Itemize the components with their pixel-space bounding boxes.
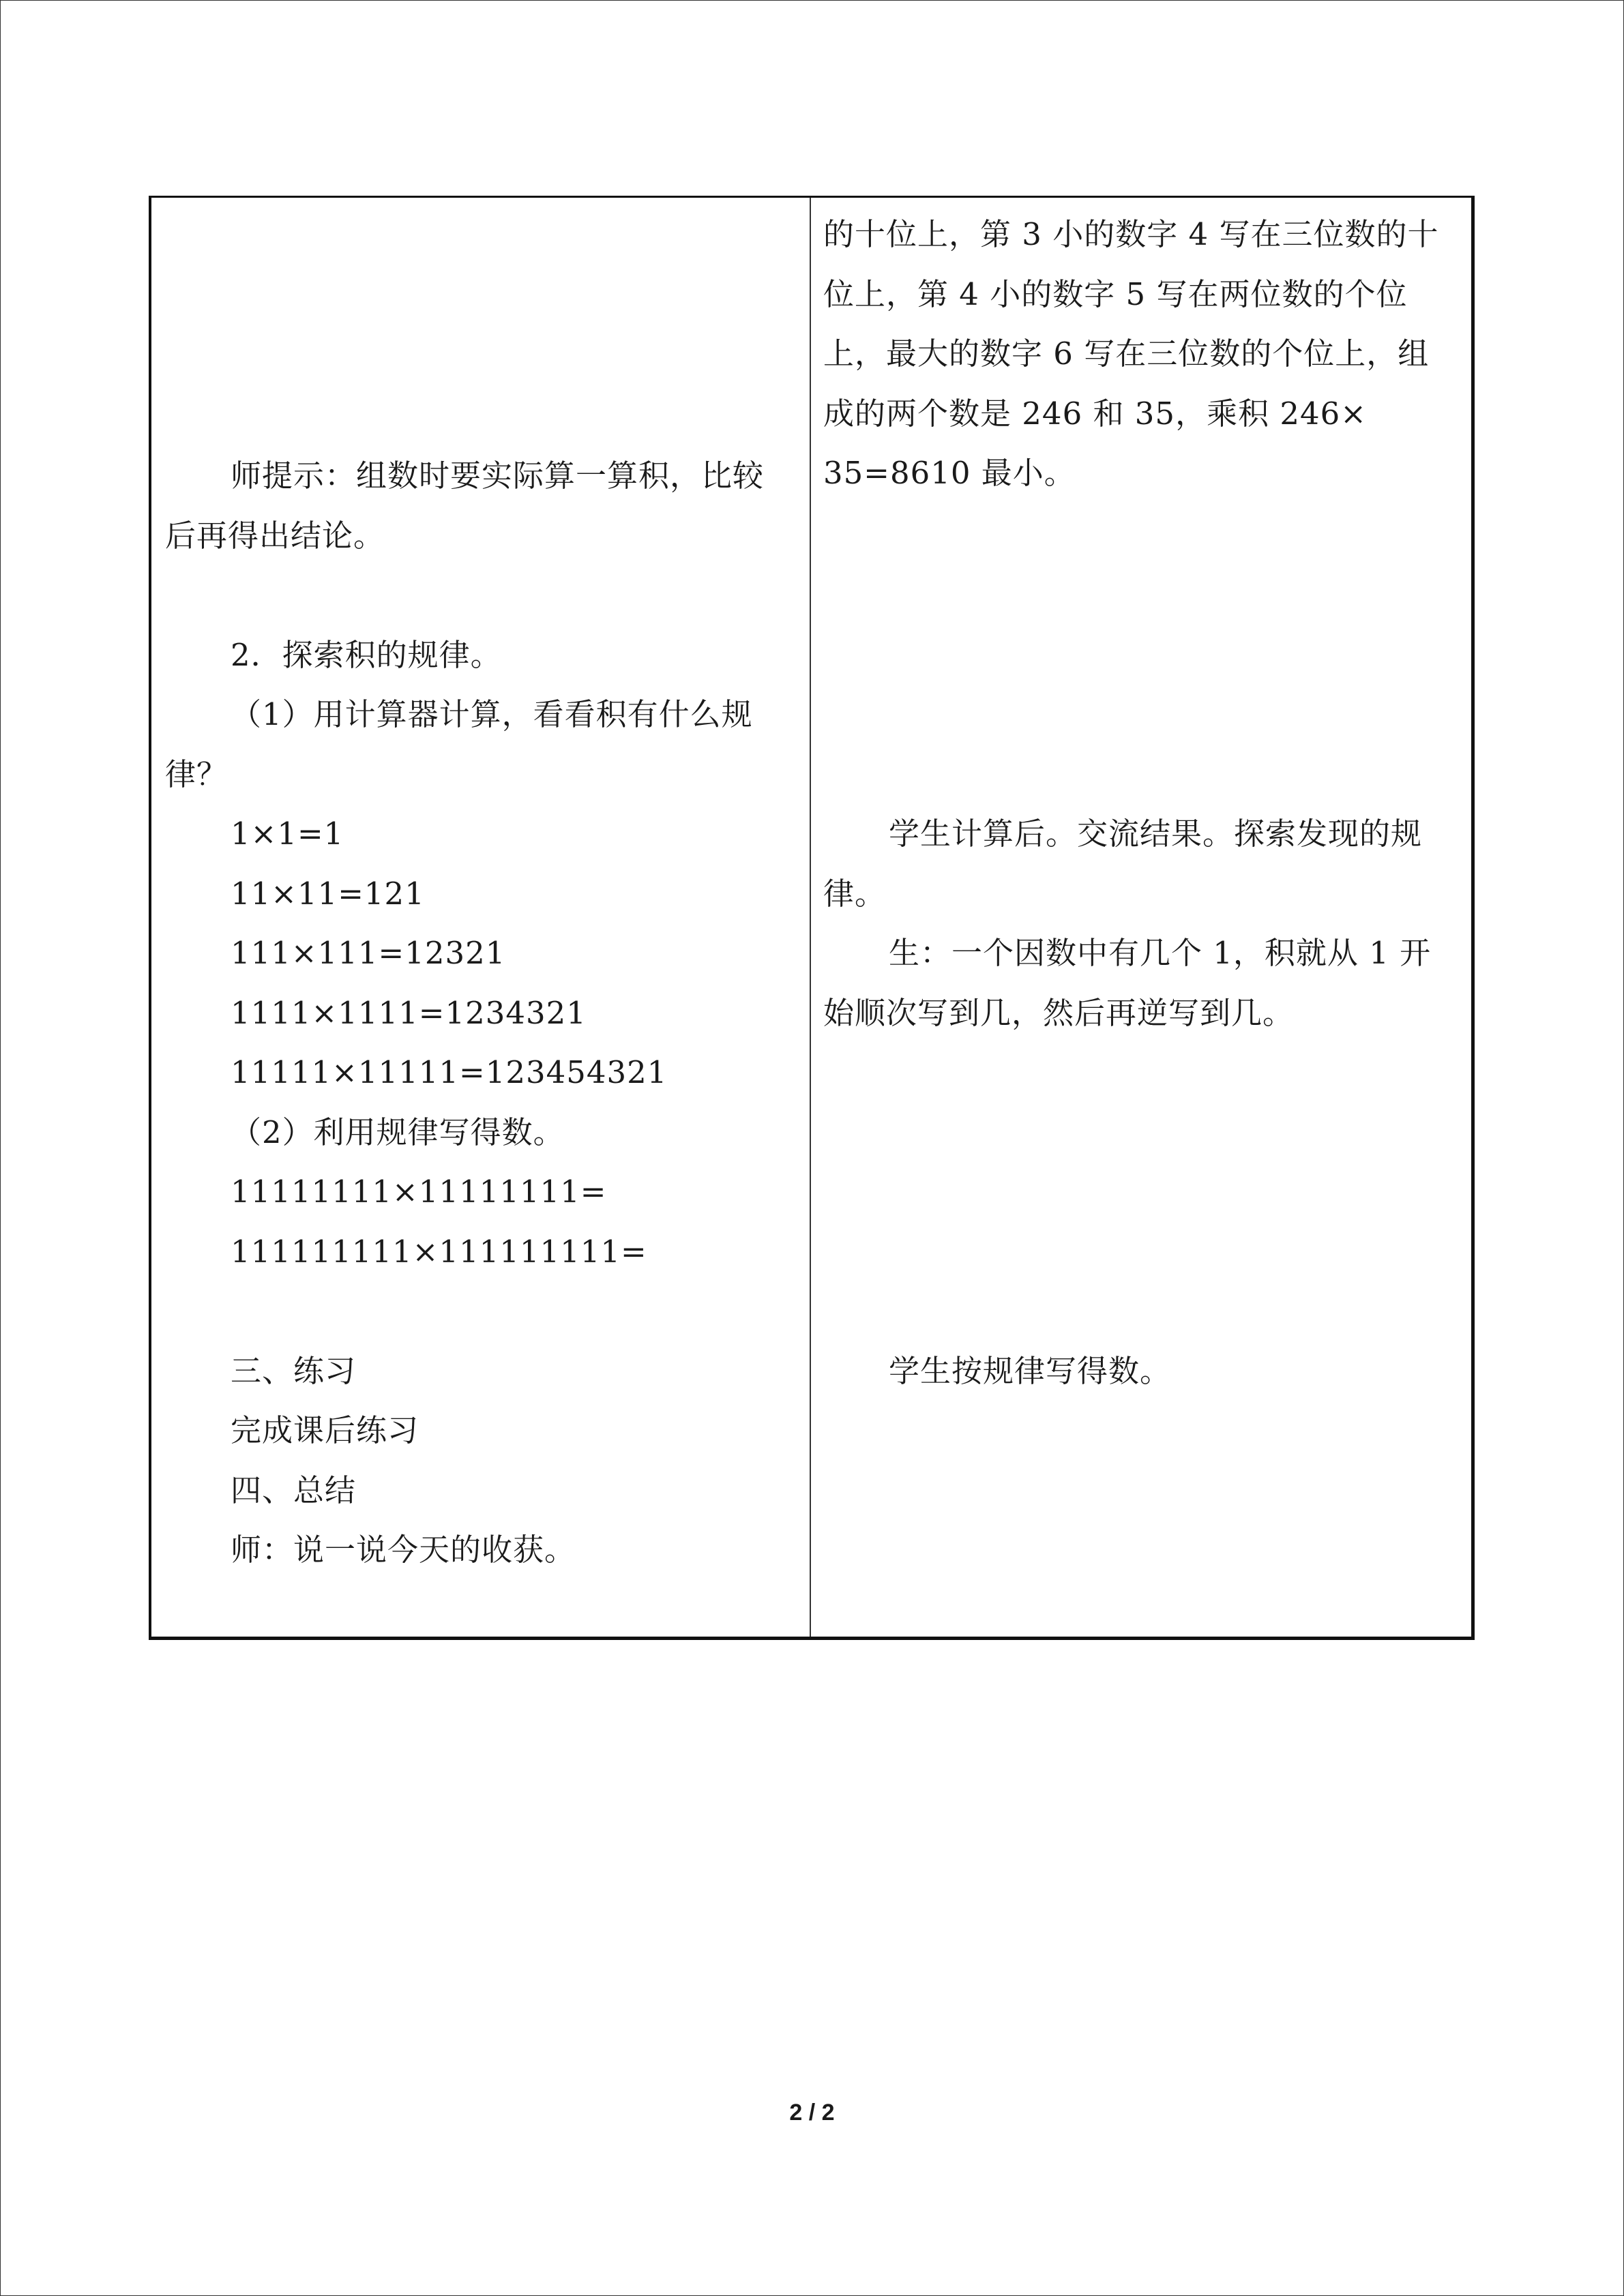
text-line: 始顺次写到几，然后再逆写到几。: [823, 995, 1295, 1031]
lesson-table: [149, 196, 1475, 1640]
page-number: 2 / 2: [789, 2100, 835, 2126]
formula-line: 111×111=12321: [231, 935, 506, 971]
section-heading: 四、总结: [231, 1472, 357, 1508]
text-line: 律？: [165, 756, 228, 792]
text-line: 师：说一说今天的收获。: [231, 1532, 576, 1568]
text-line: 学生按规律写得数。: [889, 1353, 1172, 1389]
section-heading: 2．探索积的规律。: [231, 637, 502, 673]
formula-line: 11×11=121: [231, 876, 425, 912]
text-line: （2）利用规律写得数。: [231, 1114, 565, 1150]
text-line: 学生计算后。交流结果。探索发现的规: [889, 816, 1423, 852]
formula-line: 1111×1111=1234321: [231, 995, 587, 1031]
text-line: 完成课后练习: [231, 1412, 419, 1448]
text-line: 上，最大的数字 6 写在三位数的个位上，组: [823, 336, 1430, 372]
text-line: 成的两个数是 246 和 35，乘积 246×: [823, 396, 1367, 432]
text-line: 律。: [823, 876, 887, 912]
text-line: 师提示：组数时要实际算一算积，比较: [231, 458, 765, 494]
text-line: 后再得出结论。: [165, 518, 385, 554]
formula-line: 1×1=1: [231, 816, 344, 852]
section-heading: 三、练习: [231, 1353, 357, 1389]
formula-line: 11111×11111=123454321: [231, 1054, 668, 1090]
text-line: 生：一个因数中有几个 1，积就从 1 开: [889, 935, 1432, 971]
formula-line: 11111111×11111111=: [231, 1174, 607, 1210]
text-line: 位上，第 4 小的数字 5 写在两位数的个位: [823, 276, 1408, 312]
column-divider: [810, 198, 811, 1637]
text-line: 的十位上，第 3 小的数字 4 写在三位数的十: [823, 216, 1439, 252]
text-line: 35=8610 最小。: [823, 455, 1076, 491]
student-activity-column: [823, 198, 1464, 1637]
formula-line: 111111111×111111111=: [231, 1234, 647, 1270]
text-line: （1）用计算器计算，看看积有什么规: [231, 696, 753, 732]
teacher-activity-column: [165, 198, 806, 1637]
